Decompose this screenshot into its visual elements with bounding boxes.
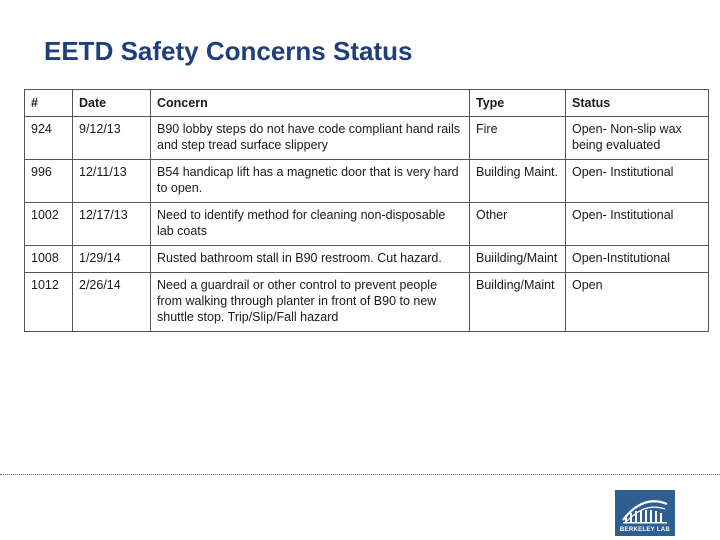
cell-type: Fire [470,117,566,160]
cell-status: Open- Institutional [566,203,709,246]
cell-date: 1/29/14 [73,246,151,273]
logo-text: BERKELEY LAB [619,527,671,533]
cell-number: 924 [25,117,73,160]
footer-divider [0,474,720,475]
cell-status: Open- Non-slip wax being evaluated [566,117,709,160]
cell-status: Open-Institutional [566,246,709,273]
cell-type: Other [470,203,566,246]
cell-concern: Need a guardrail or other control to prevent people from walking through planter in front of B90 to new shuttle stop. Trip/Slip/Fall hazard [151,273,470,332]
cell-date: 2/26/14 [73,273,151,332]
cell-type: Building/Maint [470,273,566,332]
header-type: Type [470,90,566,117]
cell-number: 1008 [25,246,73,273]
cell-status: Open [566,273,709,332]
safety-concerns-table [24,89,709,332]
header-status: Status [566,90,709,117]
cell-concern: Rusted bathroom stall in B90 restroom. Cut hazard. [151,246,470,273]
table-row [25,160,709,203]
cell-type: Buiilding/Maint [470,246,566,273]
header-concern: Concern [151,90,470,117]
cell-status: Open- Institutional [566,160,709,203]
page-title: EETD Safety Concerns Status [44,36,413,66]
cell-concern: Need to identify method for cleaning non-disposable lab coats [151,203,470,246]
cell-number: 1012 [25,273,73,332]
table-row [25,273,709,332]
cell-date: 12/17/13 [73,203,151,246]
table-row [25,246,709,273]
header-date: Date [73,90,151,117]
table-row [25,117,709,160]
cell-date: 12/11/13 [73,160,151,203]
cell-number: 1002 [25,203,73,246]
table-row [25,203,709,246]
cell-number: 996 [25,160,73,203]
table-header-row [25,90,709,117]
cell-concern: B90 lobby steps do not have code compliant hand rails and step tread surface slippery [151,117,470,160]
cell-date: 9/12/13 [73,117,151,160]
cell-type: Building Maint. [470,160,566,203]
cell-concern: B54 handicap lift has a magnetic door that is very hard to open. [151,160,470,203]
berkeley-lab-logo [615,490,675,536]
header-number: # [25,90,73,117]
